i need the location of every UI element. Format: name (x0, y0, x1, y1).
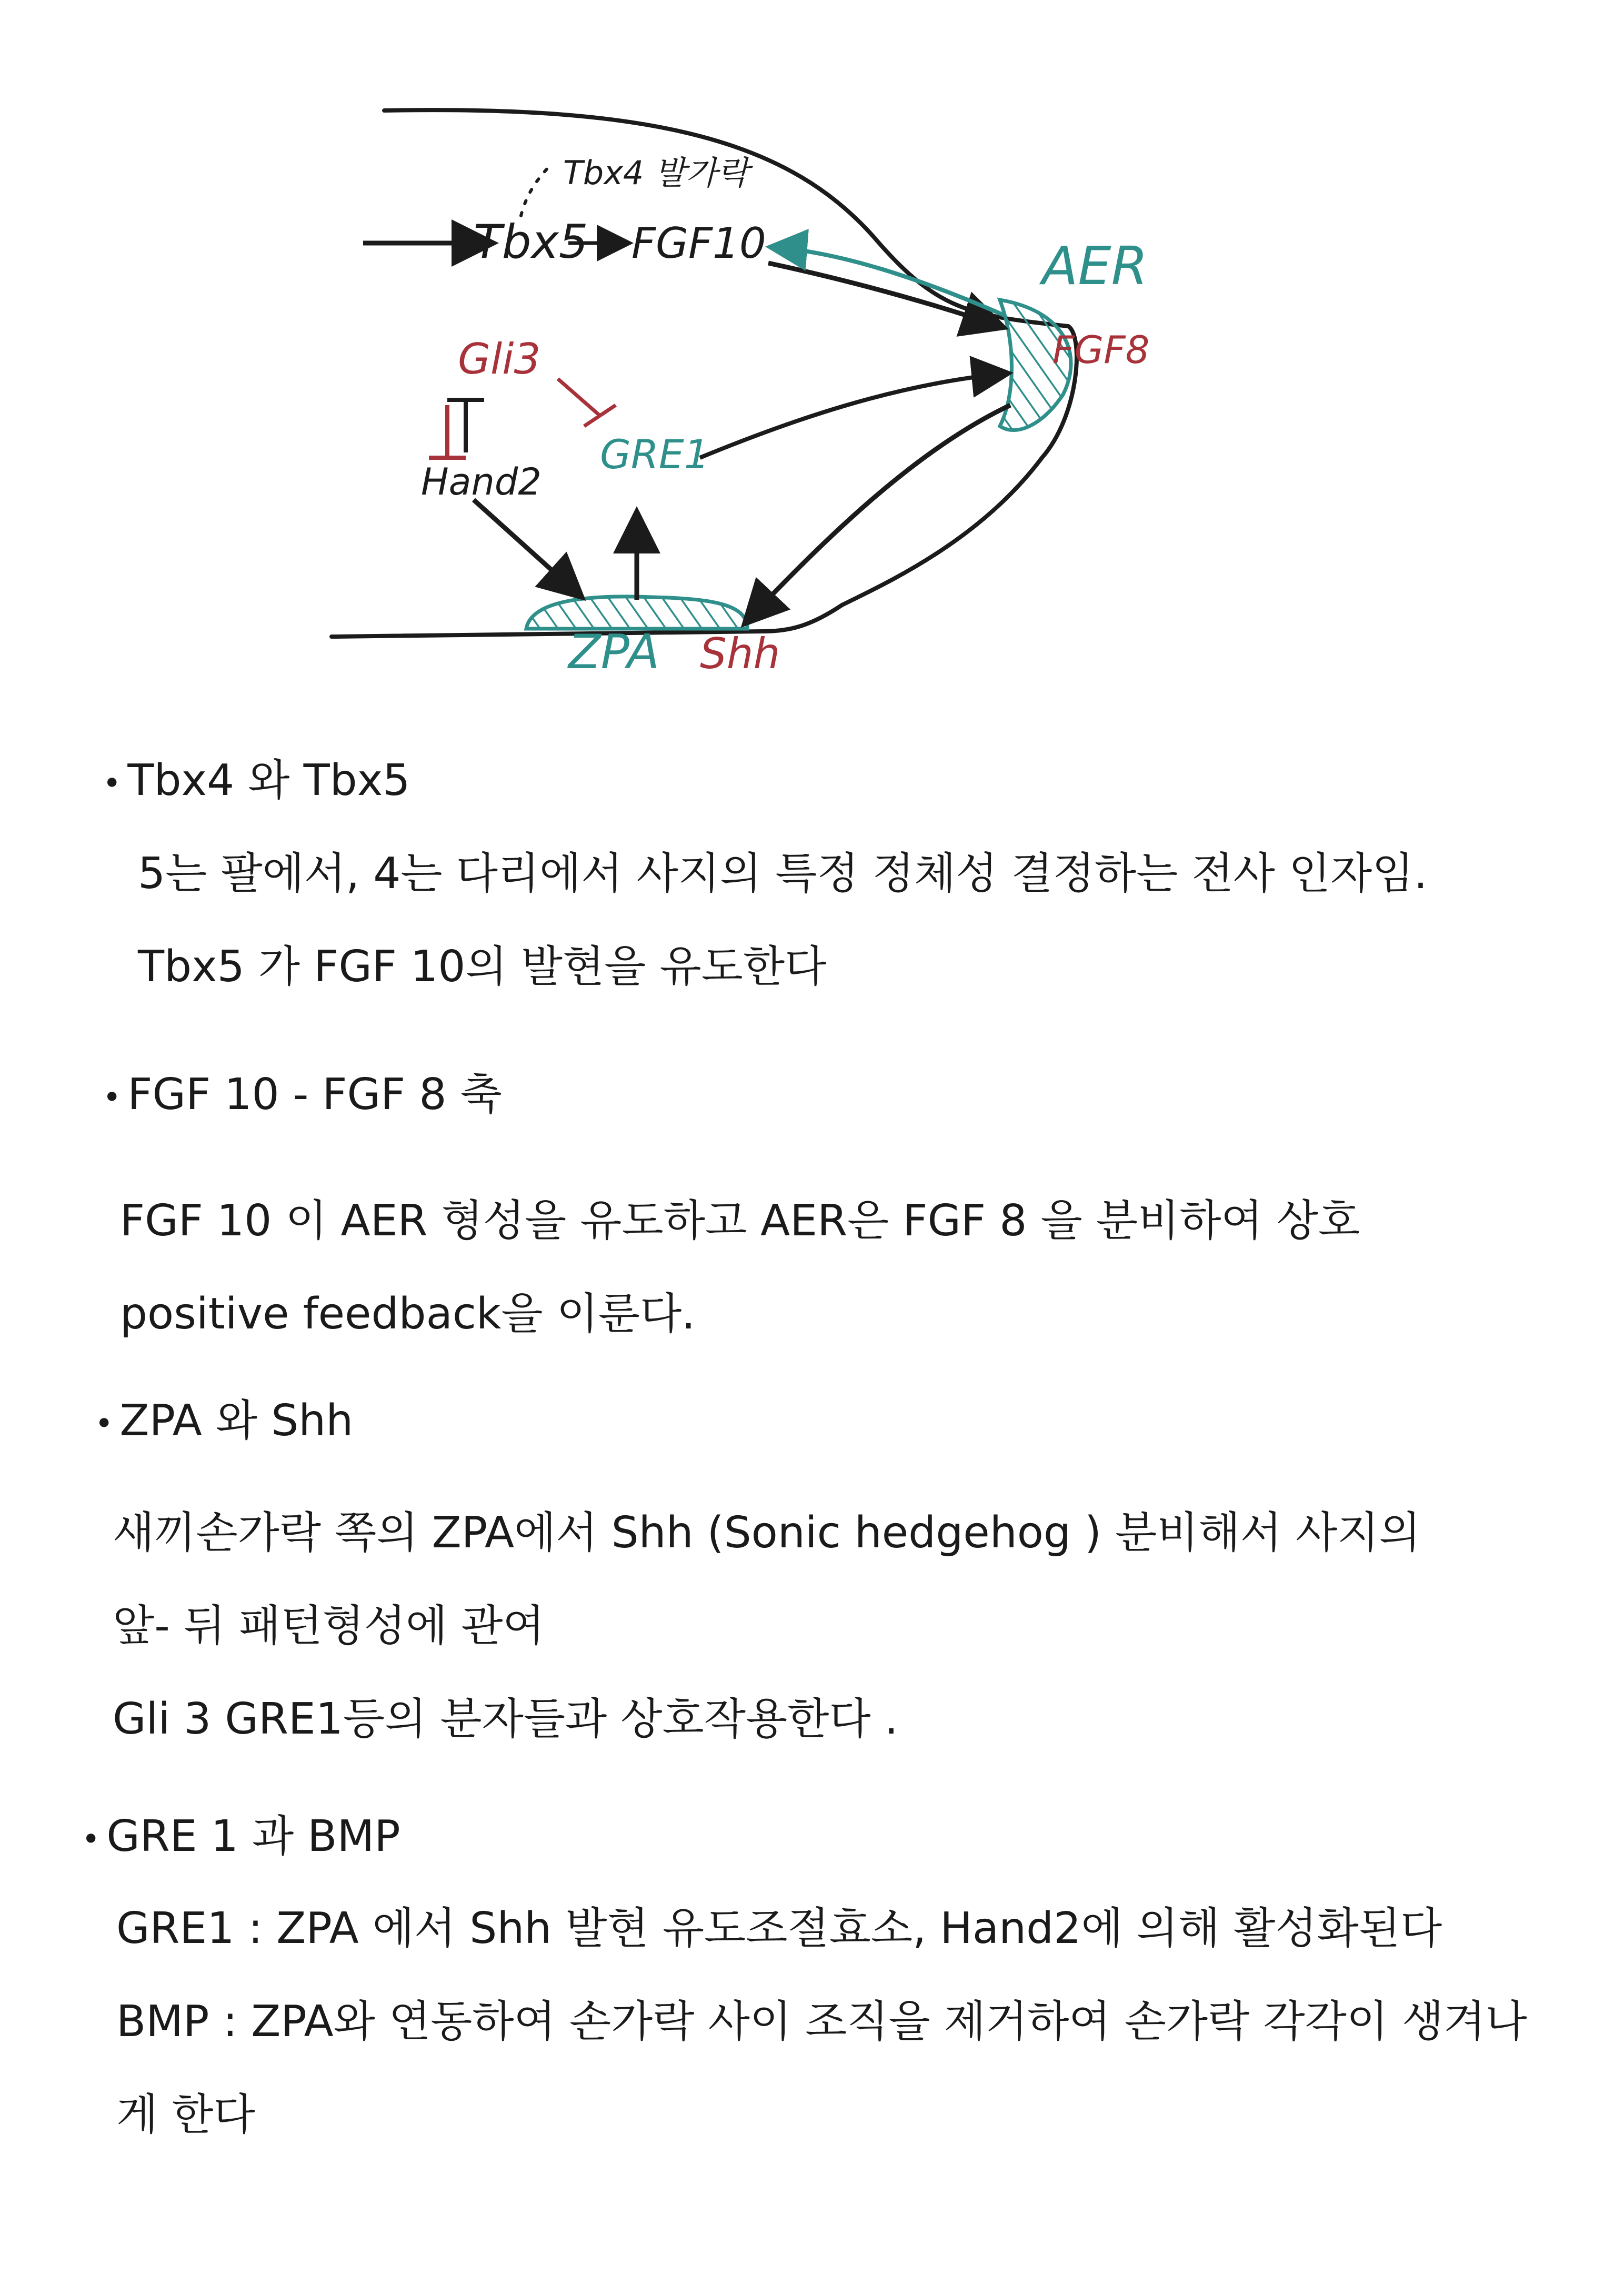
arrow-fgf10-aer (768, 263, 1000, 326)
aer-label: AER (1042, 235, 1148, 297)
section-title: GRE 1 과 BMP (106, 1811, 400, 1861)
note-line: 앞- 뒤 패턴형성에 관여 (113, 1601, 545, 1651)
tbx4-label: Tbx4 발가락 (563, 154, 749, 192)
zpa-label: ZPA (568, 625, 660, 680)
hand2-label: Hand2 (421, 460, 542, 503)
bullet-dot: • (103, 1079, 122, 1116)
section-fgf-heading (103, 1070, 502, 1120)
zpa-region (526, 597, 747, 629)
section-title: ZPA 와 Shh (119, 1396, 354, 1446)
section-gre-heading (82, 1811, 400, 1861)
gli3-label: Gli3 (458, 335, 541, 384)
note-line: GRE1 : ZPA 에서 Shh 발현 유도조절효소, Hand2에 의해 활성화된다 (116, 1904, 1442, 1953)
shh-label: Shh (700, 629, 780, 678)
arrow-aer-fgf10 (774, 247, 1005, 316)
tbx5-label: Tbx5 (474, 215, 588, 269)
arrow-hand2-zpa (474, 500, 579, 595)
tbx4-dotted-link (521, 163, 553, 216)
note-line: 게 한다 (116, 2090, 255, 2140)
section-zpa-heading (95, 1396, 354, 1446)
fgf8-label: FGF8 (1052, 328, 1150, 372)
note-line: Tbx5 가 FGF 10의 발현을 유도한다 (138, 942, 827, 992)
inhibit-gli3-gre1 (558, 379, 600, 416)
bullet-dot: • (95, 1405, 114, 1442)
bullet-dot: • (103, 764, 122, 802)
fgf10-label: FGF10 (631, 219, 766, 268)
limb-bud-diagram (316, 79, 1210, 684)
note-line: 새끼손가락 쪽의 ZPA에서 Shh (Sonic hedgehog ) 분비해서 사지의 (113, 1508, 1421, 1558)
note-line: Gli 3 GRE1등의 분자들과 상호작용한다 . (113, 1694, 898, 1744)
gre1-label: GRE1 (600, 431, 710, 478)
bullet-dot: • (82, 1820, 101, 1858)
note-line: FGF 10 이 AER 형성을 유도하고 AER은 FGF 8 을 분비하여 상호 (120, 1196, 1360, 1246)
arrow-gre1-aer (700, 374, 1005, 458)
section-title: Tbx4 와 Tbx5 (127, 756, 410, 805)
note-line: 5는 팔에서, 4는 다리에서 사지의 특정 정체성 결정하는 전사 인자임. (138, 849, 1428, 899)
section-title: FGF 10 - FGF 8 축 (127, 1070, 502, 1120)
note-line: BMP : ZPA와 연동하여 손가락 사이 조직을 제거하여 손가락 각각이 생겨나 (116, 1997, 1527, 2047)
note-line: positive feedback을 이룬다. (120, 1289, 696, 1339)
section-tbx-heading (103, 756, 410, 805)
